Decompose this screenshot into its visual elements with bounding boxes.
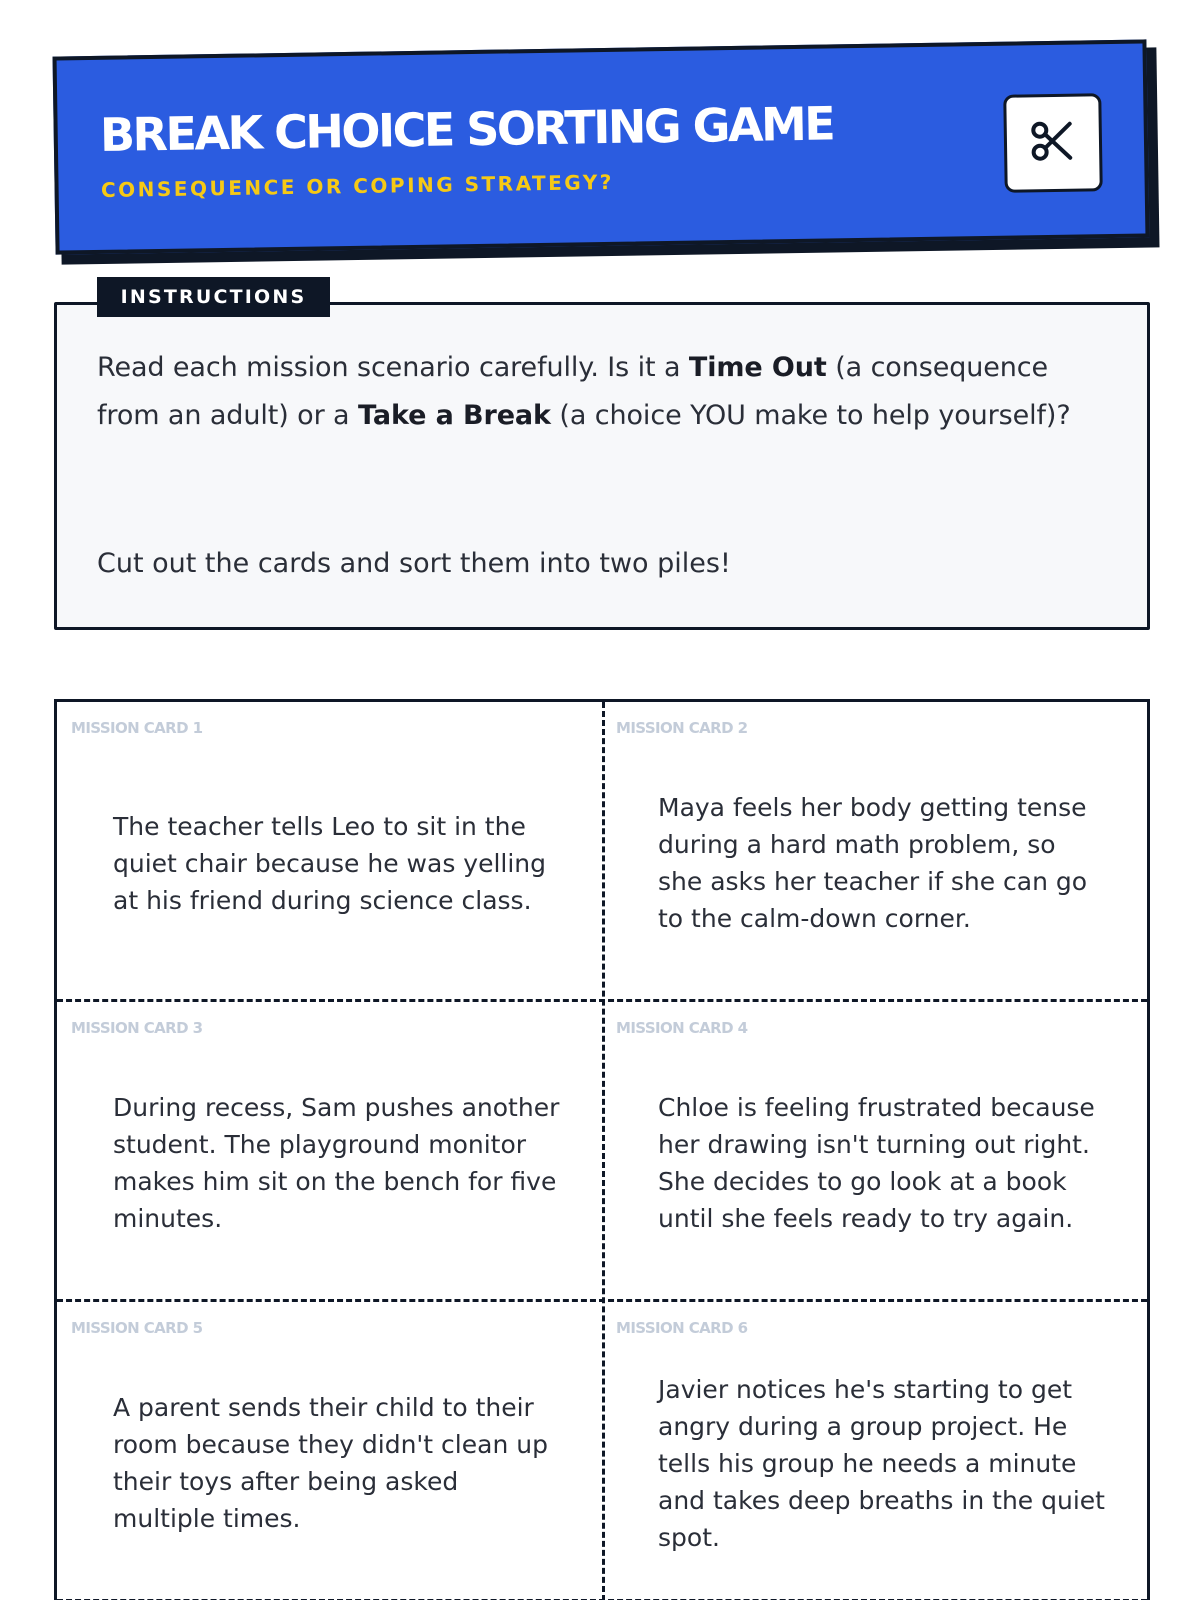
mission-card-scenario: A parent sends their child to their room because they didn't clean up their toys after being asked multiple times. <box>113 1393 548 1533</box>
mission-card-grid <box>54 699 1150 1600</box>
mission-card[interactable] <box>57 702 602 1002</box>
mission-card-label: MISSION CARD 1 <box>71 719 203 737</box>
term-take-a-break: Take a Break <box>358 400 551 431</box>
scissors-icon <box>1028 116 1079 171</box>
mission-card[interactable] <box>602 1002 1147 1302</box>
mission-card[interactable] <box>602 1302 1147 1600</box>
instructions-intro: Read each mission scenario carefully. Is it a <box>97 352 689 383</box>
mission-card-text <box>57 1024 602 1302</box>
instructions-action: Cut out the cards and sort them into two piles! <box>97 548 731 579</box>
mission-card[interactable] <box>602 702 1147 1002</box>
page-title: BREAK CHOICE SORTING GAME <box>99 96 834 162</box>
instructions-mid: (a consequence from an adult) or a <box>97 352 1049 431</box>
mission-card[interactable] <box>57 1302 602 1600</box>
mission-card-scenario: Maya feels her body getting tense during a hard math problem, so she asks her teacher if she can go to the calm-down corner. <box>658 793 1088 933</box>
mission-card-scenario: Chloe is feeling frustrated because her drawing isn't turning out right. She decides to go look at a book until she feels ready to try again. <box>658 1093 1095 1233</box>
mission-card[interactable] <box>57 1002 602 1302</box>
mission-card-label: MISSION CARD 3 <box>71 1019 203 1037</box>
mission-card-label: MISSION CARD 6 <box>616 1319 748 1337</box>
scissors-badge <box>1003 93 1103 193</box>
mission-card-text <box>57 1324 602 1600</box>
mission-card-text <box>602 1324 1147 1600</box>
mission-card-label: MISSION CARD 4 <box>616 1019 748 1037</box>
mission-card-scenario: During recess, Sam pushes another student. The playground monitor makes him sit on the bench for five minutes. <box>113 1093 560 1233</box>
mission-card-text <box>602 724 1147 1002</box>
mission-card-scenario: Javier notices he's starting to get angry during a group project. He tells his group he needs a minute and takes deep breaths in the quiet spot. <box>658 1374 1105 1552</box>
page-subtitle: CONSEQUENCE OR COPING STRATEGY? <box>100 169 615 202</box>
mission-card-scenario: The teacher tells Leo to sit in the quiet chair because he was yelling at his friend during science class. <box>113 811 547 915</box>
mission-card-text <box>57 724 602 1002</box>
mission-card-text <box>602 1024 1147 1302</box>
instructions-tag: INSTRUCTIONS <box>97 277 330 317</box>
mission-card-label: MISSION CARD 5 <box>71 1319 203 1337</box>
mission-card-label: MISSION CARD 2 <box>616 719 748 737</box>
term-time-out: Time Out <box>688 352 827 383</box>
instructions-end: (a choice YOU make to help yourself)? <box>550 400 1071 431</box>
instructions-text <box>97 344 1117 440</box>
